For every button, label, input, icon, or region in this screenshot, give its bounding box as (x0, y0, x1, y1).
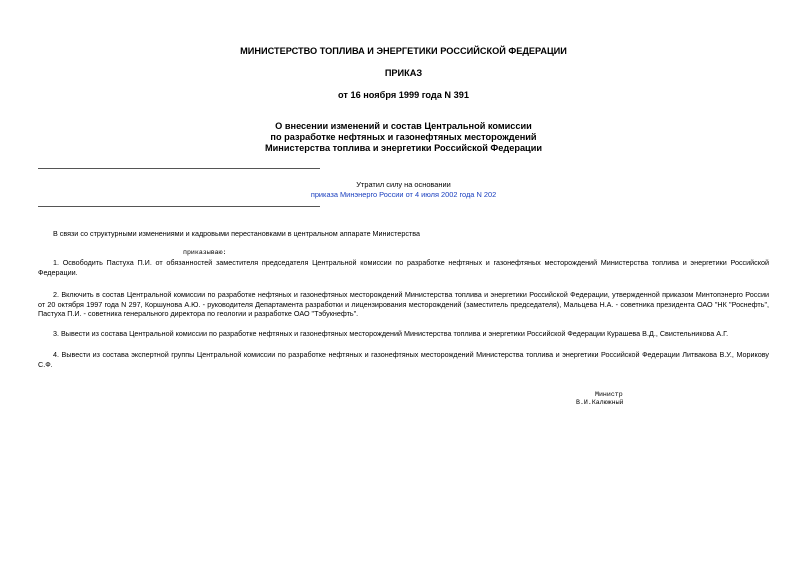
title-line-2: по разработке нефтяных и газонефтяных месторождений (270, 132, 537, 142)
intro-paragraph: В связи со структурными изменениями и кадровыми перестановками в центральном аппарате Министерства (53, 229, 420, 238)
repeal-order-link[interactable]: приказа Минэнерго России от 4 июля 2002 года N 202 (310, 190, 497, 199)
title-line-1: О внесении изменений и состав Центральной комиссии (275, 121, 532, 131)
document-type: ПРИКАЗ (384, 68, 423, 78)
status-note: Утратил силу на основании (356, 180, 451, 189)
ministry-heading: МИНИСТЕРСТВО ТОПЛИВА И ЭНЕРГЕТИКИ РОССИЙСКОЙ ФЕДЕРАЦИИ (240, 46, 567, 56)
paragraph-3: 3. Вывести из состава Центральной комиссии по разработке нефтяных и газонефтяных месторождений Министерства топлива и энергетики Российской Федерации Курашева В.Д., Свистельникова А.Г. (53, 329, 729, 338)
signature-name: В.И.Калюжный (576, 399, 624, 406)
title-line-3: Министерства топлива и энергетики Российской Федерации (264, 143, 542, 153)
order-word: приказываю: (183, 249, 227, 256)
paragraph-1: 1. Освободить Пастуха П.И. от обязанностей заместителя председателя Центральной комиссии по разработке нефтяных и газонефтяных месторождений Министерства топлива и энергетики Российской Федерации. (38, 258, 769, 277)
date-and-number: от 16 ноября 1999 года N 391 (338, 90, 469, 100)
divider-top (38, 168, 320, 169)
paragraph-4: 4. Вывести из состава экспертной группы Центральной комиссии по разработке нефтяных и газонефтяных месторождений Министерства топлива и энергетики Российской Федерации Литвакова В.У., Морикову С.Ф. (38, 350, 769, 369)
signature-position: Министр (595, 391, 623, 398)
status-note-link-row (0, 190, 807, 200)
divider-bottom (38, 206, 320, 207)
paragraph-2: 2. Включить в состав Центральной комиссии по разработке нефтяных и газонефтяных месторождений Министерства топлива и энергетики Российской Федерации, утвержденной приказом Минтопэнерго России от 20 октября 1997 года N 297, Коршунова А.Ю. - руководителя Департамента разработки и лицензирования месторождений (заместитель председателя), Мальцева Н.А. - советника президента ОАО "НК "Роснефть", Пастуха П.И. - советника генерального директора по геологии и разработке ОАО "Тэбукнефть". (38, 290, 769, 319)
